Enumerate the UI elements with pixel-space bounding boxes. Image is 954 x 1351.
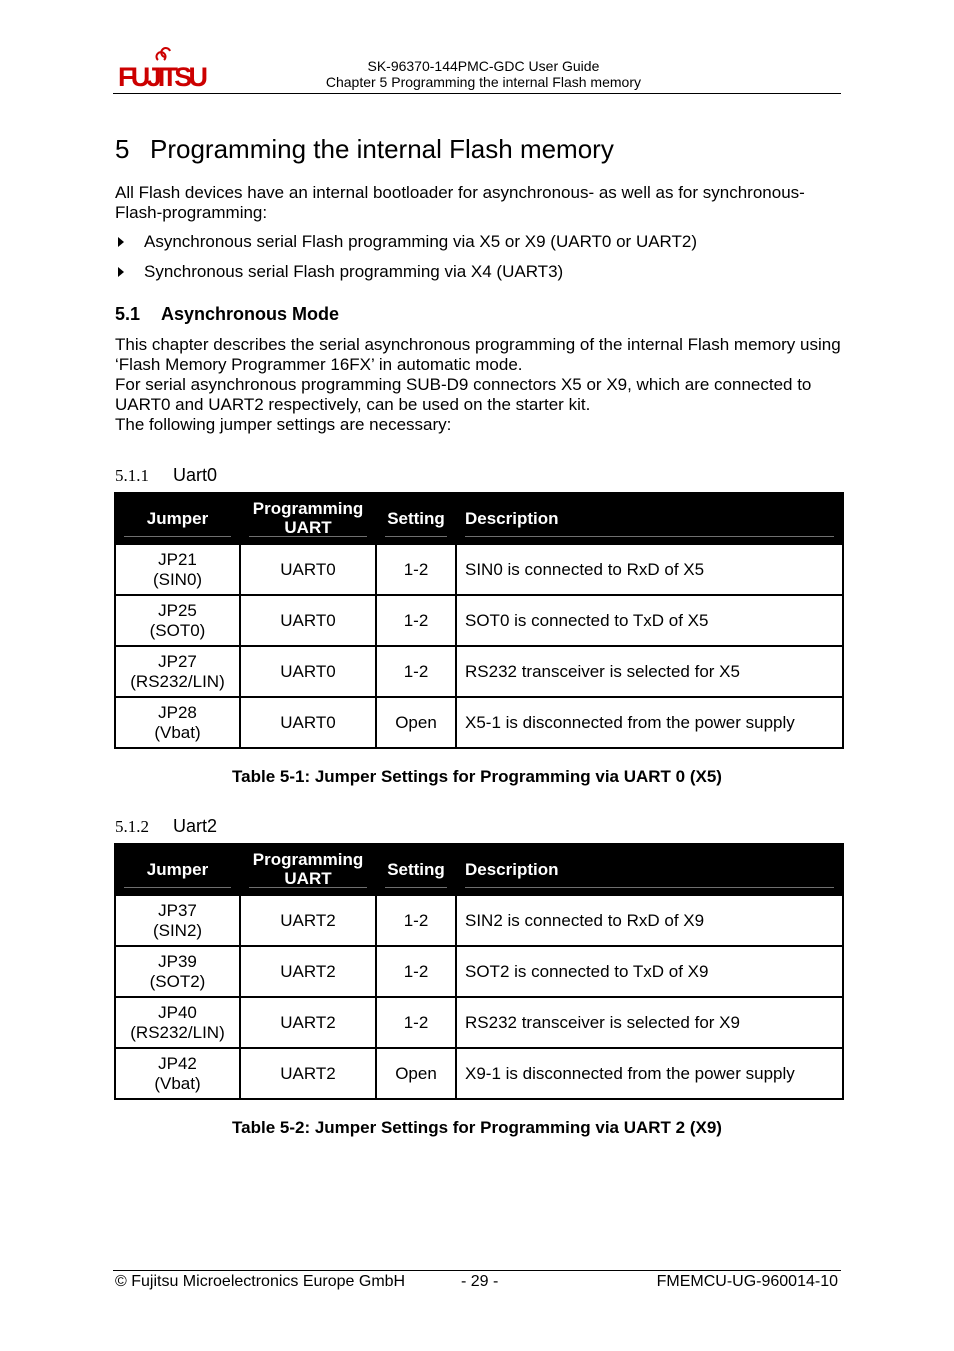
uart-cell: UART2 — [240, 1048, 376, 1099]
table-row — [115, 544, 843, 595]
setting-cell: Open — [376, 697, 456, 748]
jumper-cell: JP37 (SIN2) — [115, 895, 240, 946]
table-row — [115, 697, 843, 748]
setting-cell: 1-2 — [376, 997, 456, 1048]
jumper-cell: JP39 (SOT2) — [115, 946, 240, 997]
col-header-setting: Setting — [376, 844, 456, 895]
table-header-row — [115, 844, 843, 895]
description-cell: SOT2 is connected to TxD of X9 — [456, 946, 843, 997]
setting-cell: 1-2 — [376, 946, 456, 997]
subsection-heading-uart2: 5.1.2 Uart2 — [115, 816, 218, 836]
chapter-heading — [115, 133, 614, 165]
fujitsu-logo — [118, 46, 210, 94]
description-cell: RS232 transceiver is selected for X9 — [456, 997, 843, 1048]
col-header-description: Description — [456, 844, 843, 895]
intro-paragraph: All Flash devices have an internal bootloader for asynchronous- as well as for synchronous-Flash-programming: — [115, 183, 805, 222]
bullet-arrow-icon — [118, 237, 124, 247]
description-cell: X9-1 is disconnected from the power supply — [456, 1048, 843, 1099]
section-heading: 5.1 Asynchronous Mode — [115, 304, 340, 324]
description-cell: SOT0 is connected to TxD of X5 — [456, 595, 843, 646]
uart-cell: UART0 — [240, 646, 376, 697]
jumper-cell: JP27 (RS232/LIN) — [115, 646, 240, 697]
setting-cell: Open — [376, 1048, 456, 1099]
setting-cell: 1-2 — [376, 646, 456, 697]
bullet-arrow-icon — [118, 267, 124, 277]
col-header-programming-uart: Programming UART — [240, 844, 376, 895]
list-item: Synchronous serial Flash programming via X4 (UART3) — [115, 262, 697, 292]
table-row — [115, 946, 843, 997]
chapter-number: 5 — [115, 134, 130, 164]
col-header-description: Description — [456, 493, 843, 544]
jumper-cell: JP40 (RS232/LIN) — [115, 997, 240, 1048]
table-row — [115, 646, 843, 697]
col-header-jumper: Jumper — [115, 844, 240, 895]
svg-text:FUJITSU: FUJITSU — [118, 62, 208, 92]
setting-cell: 1-2 — [376, 895, 456, 946]
footer-copyright: © Fujitsu Microelectronics Europe GmbH — [115, 1273, 406, 1290]
setting-cell: 1-2 — [376, 595, 456, 646]
uart-cell: UART0 — [240, 697, 376, 748]
chapter-line: Chapter 5 Programming the internal Flash memory — [325, 74, 641, 90]
uart-cell: UART2 — [240, 997, 376, 1048]
uart-cell: UART2 — [240, 895, 376, 946]
description-cell: SIN0 is connected to RxD of X5 — [456, 544, 843, 595]
uart-cell: UART0 — [240, 544, 376, 595]
table-row — [115, 895, 843, 946]
jumper-table-uart0 — [114, 492, 844, 749]
description-cell: X5-1 is disconnected from the power supply — [456, 697, 843, 748]
list-item: Asynchronous serial Flash programming via X5 or X9 (UART0 or UART2) — [115, 232, 697, 262]
setting-cell: 1-2 — [376, 544, 456, 595]
table-caption-uart0: Table 5-1: Jumper Settings for Programming via UART 0 (X5) — [232, 767, 722, 786]
header-divider — [113, 93, 841, 94]
col-header-programming-uart: Programming UART — [240, 493, 376, 544]
table-row — [115, 1048, 843, 1099]
col-header-setting: Setting — [376, 493, 456, 544]
jumper-cell: JP42 (Vbat) — [115, 1048, 240, 1099]
table-row — [115, 997, 843, 1048]
uart-cell: UART0 — [240, 595, 376, 646]
table-header-row — [115, 493, 843, 544]
footer-doc-number: FMEMCU-UG-960014-10 — [656, 1273, 838, 1290]
jumper-cell: JP21 (SIN0) — [115, 544, 240, 595]
jumper-table-uart2 — [114, 843, 844, 1100]
uart-cell: UART2 — [240, 946, 376, 997]
bullet-list — [115, 232, 697, 292]
description-cell: RS232 transceiver is selected for X5 — [456, 646, 843, 697]
doc-title: SK-96370-144PMC-GDC User Guide — [367, 58, 600, 74]
section-paragraph: This chapter describes the serial asynchronous programming of the internal Flash memory using ‘Flash Memory Programmer 16FX’ in automatic mode. For serial asynchronous programming SUB-D9 connectors X5 or X9, which are connected to UART0 and UART2 respectively, can be used on the starter kit. The following jumper settings are necessary: — [115, 335, 841, 434]
col-header-jumper: Jumper — [115, 493, 240, 544]
table-caption-uart2: Table 5-2: Jumper Settings for Programming via UART 2 (X9) — [232, 1118, 722, 1137]
footer-divider — [113, 1270, 841, 1271]
description-cell: SIN2 is connected to RxD of X9 — [456, 895, 843, 946]
subsection-heading-uart0: 5.1.1 Uart0 — [115, 465, 218, 485]
jumper-cell: JP25 (SOT0) — [115, 595, 240, 646]
jumper-cell: JP28 (Vbat) — [115, 697, 240, 748]
table-row — [115, 595, 843, 646]
chapter-title: Programming the internal Flash memory — [150, 134, 614, 164]
running-header — [326, 58, 641, 90]
page-number: - 29 - — [461, 1273, 499, 1290]
